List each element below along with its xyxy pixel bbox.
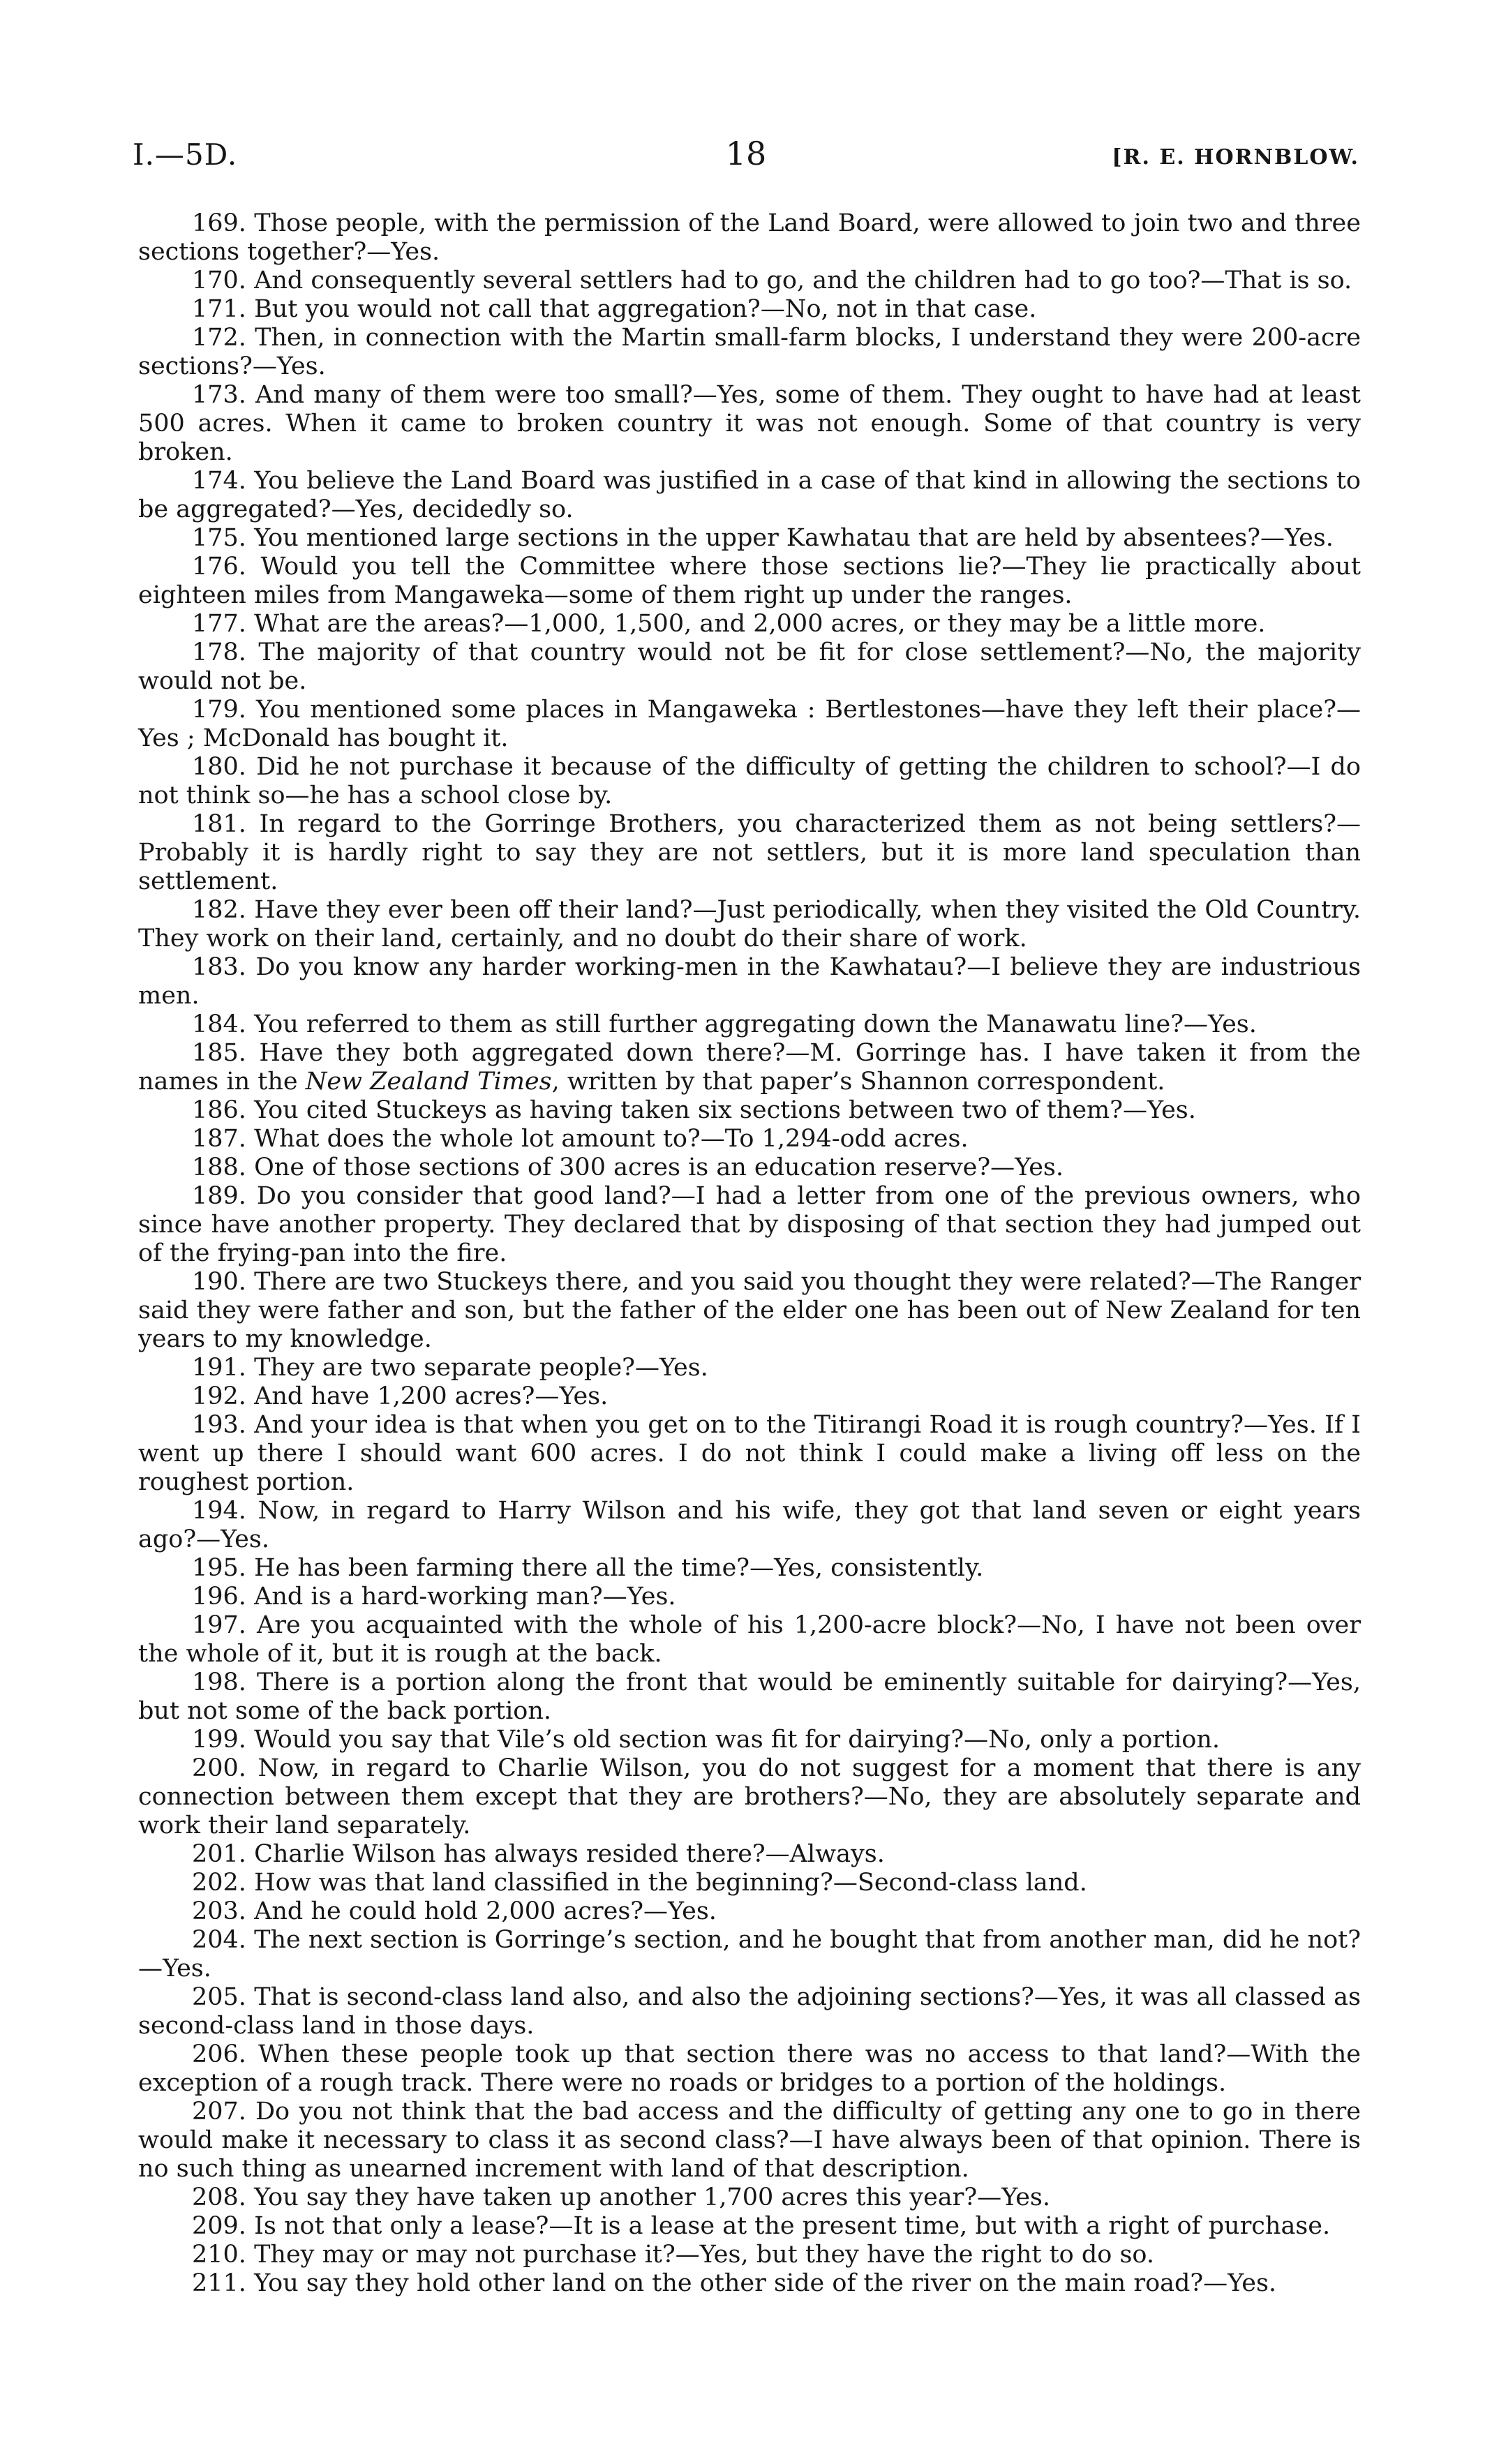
paragraph-number: 193. [192, 1411, 246, 1439]
paragraph-text: You mentioned large sections in the upper Kawhatau that are held by absentees?—Yes. [254, 524, 1334, 552]
paragraph-text: Did he not purchase it because of the difficulty of getting the children to school?—I do not think so—he has a school close by. [138, 753, 1361, 809]
paragraph-text: Do you consider that good land?—I had a letter from one of the previous owners, who since have another property. They declared that by disposing of that section they had jumped out of the frying-pan into the fire. [138, 1182, 1361, 1267]
paragraph-177 [138, 610, 1361, 639]
paragraph-text: What are the areas?—1,000, 1,500, and 2,000 acres, or they may be a little more. [254, 610, 1266, 638]
paragraph-text: The majority of that country would not be fit for close settlement?—No, the majority would not be. [138, 639, 1361, 695]
paragraph-text: Have they both aggregated down there?—M. Gorringe has. I have taken it from the names in the [138, 1039, 1361, 1096]
paragraph-number: 177. [192, 610, 246, 638]
paragraph-171 [138, 295, 1361, 324]
paragraph-175 [138, 524, 1361, 553]
paragraph-text: But you would not call that aggregation?—No, not in that case. [254, 295, 1037, 323]
paragraph-text: The next section is Gorringe’s section, and he bought that from another man, did he not?—Yes. [138, 1926, 1361, 1983]
paragraph-199 [138, 1726, 1361, 1754]
paragraph-text: There are two Stuckeys there, and you said you thought they were related?—The Ranger said they were father and son, but the father of the elder one has been out of New Zealand for ten years to my knowledge. [138, 1268, 1361, 1353]
paragraph-text: They may or may not purchase it?—Yes, but they have the right to do so. [254, 2241, 1155, 2269]
paragraph-number: 170. [192, 267, 246, 294]
paragraph-172 [138, 324, 1361, 381]
paragraph-text: And your idea is that when you get on to the Titirangi Road it is rough country?—Yes. If I went up there I should want 600 acres. I do not think I could make a living off less on the roughest portion. [138, 1411, 1361, 1496]
paragraph-number: 211. [192, 2269, 246, 2297]
paragraph-text: You referred to them as still further aggregating down the Manawatu line?—Yes. [254, 1010, 1257, 1038]
paragraph-number: 208. [192, 2183, 246, 2211]
paragraph-number: 207. [192, 2098, 246, 2126]
paragraph-number: 209. [192, 2212, 246, 2240]
paragraph-188 [138, 1153, 1361, 1182]
paragraph-178 [138, 639, 1361, 696]
paragraph-text: Then, in connection with the Martin small-farm blocks, I understand they were 200-acre sections?—Yes. [138, 324, 1361, 380]
paragraph-text: One of those sections of 300 acres is an education reserve?—Yes. [254, 1153, 1064, 1181]
paragraph-number: 172. [192, 324, 246, 352]
paragraph-text: And consequently several settlers had to go, and the children had to go too?—That is so. [254, 267, 1352, 294]
paragraph-text: How was that land classified in the beginning?—Second-class land. [254, 1869, 1087, 1897]
paragraph-number: 188. [192, 1153, 246, 1181]
paragraph-208 [138, 2183, 1361, 2212]
paragraph-number: 203. [192, 1897, 246, 1925]
paragraph-number: 196. [192, 1583, 246, 1611]
paragraph-text: Is not that only a lease?—It is a lease at the present time, but with a right of purchase. [254, 2212, 1331, 2240]
paragraph-number: 200. [192, 1754, 246, 1782]
paragraph-200 [138, 1754, 1361, 1840]
paragraph-number: 184. [192, 1010, 246, 1038]
paragraph-number: 192. [192, 1382, 246, 1410]
paragraph-text: He has been farming there all the time?—Yes, consistently. [254, 1554, 984, 1582]
paragraph-202 [138, 1869, 1361, 1897]
paragraph-number: 181. [192, 810, 246, 838]
paragraph-184 [138, 1010, 1361, 1039]
paragraph-number: 206. [192, 2040, 246, 2068]
paragraph-text: Are you acquainted with the whole of his 1,200-acre block?—No, I have not been over the whole of it, but it is rough at the back. [138, 1611, 1361, 1668]
paragraph-text: Do you know any harder working-men in the Kawhatau?—I believe they are industrious men. [138, 953, 1361, 1010]
paragraph-180 [138, 753, 1361, 810]
paragraph-number: 198. [192, 1668, 246, 1696]
paragraph-number: 185. [192, 1039, 246, 1067]
paragraph-183 [138, 953, 1361, 1010]
paragraph-number: 204. [192, 1926, 246, 1954]
paragraph-text: Now, in regard to Charlie Wilson, you do not suggest for a moment that there is any connection between them except that they are brothers?—No, they are absolutely separate and work their land separately. [138, 1754, 1361, 1839]
paragraph-text: Would you tell the Committee where those sections lie?—They lie practically about eighteen miles from Mangaweka—some of them right up under the ranges. [138, 553, 1361, 609]
paragraph-201 [138, 1840, 1361, 1869]
paragraph-206 [138, 2040, 1361, 2098]
paragraph-187 [138, 1125, 1361, 1153]
paragraph-number: 180. [192, 753, 246, 781]
paragraph-text: And many of them were too small?—Yes, some of them. They ought to have had at least 500 acres. When it came to broken country it was not enough. Some of that country is very broken. [138, 381, 1361, 466]
paragraph-text: Now, in regard to Harry Wilson and his wife, they got that land seven or eight years ago?—Yes. [138, 1497, 1361, 1553]
paragraph-194 [138, 1497, 1361, 1554]
paragraph-text: Charlie Wilson has always resided there?—Always. [254, 1840, 885, 1868]
paragraph-174 [138, 467, 1361, 524]
paragraph-179 [138, 696, 1361, 753]
paragraph-203 [138, 1897, 1361, 1926]
paragraph-number: 194. [192, 1497, 246, 1525]
paragraph-193 [138, 1411, 1361, 1497]
paragraph-text: Do you not think that the bad access and the difficulty of getting any one to go in there would make it necessary to class it as second class?—I have always been of that opinion. There is no such thing as unearned increment with land of that description. [138, 2098, 1361, 2183]
paragraph-text-continued: , written by that paper’s Shannon correspondent. [551, 1068, 1165, 1096]
paragraph-number: 197. [192, 1611, 246, 1639]
paragraph-176 [138, 553, 1361, 610]
paragraph-text: There is a portion along the front that would be eminently suitable for dairying?—Yes, but not some of the back portion. [138, 1668, 1361, 1725]
paragraph-197 [138, 1611, 1361, 1668]
paragraph-number: 169. [192, 209, 246, 237]
paragraph-text: You mentioned some places in Mangaweka : Bertlestones—have they left their place?—Yes ; McDonald has bought it. [138, 696, 1361, 752]
paragraph-198 [138, 1668, 1361, 1726]
paragraph-186 [138, 1096, 1361, 1125]
paragraph-number: 174. [192, 467, 246, 495]
paragraph-185 [138, 1039, 1361, 1096]
witness-name: [R. E. HORNBLOW. [1112, 145, 1359, 170]
paragraph-195 [138, 1554, 1361, 1583]
paragraph-number: 210. [192, 2241, 246, 2269]
paragraph-text: They are two separate people?—Yes. [254, 1354, 708, 1382]
paragraph-number: 205. [192, 1983, 246, 2011]
paragraph-192 [138, 1382, 1361, 1411]
paragraph-number: 182. [192, 896, 246, 924]
paragraph-number: 202. [192, 1869, 246, 1897]
paragraph-text: And have 1,200 acres?—Yes. [254, 1382, 609, 1410]
body-text [138, 209, 1361, 2298]
paragraph-number: 175. [192, 524, 246, 552]
paragraph-text: Have they ever been off their land?—Just periodically, when they visited the Old Country. They work on their land, certainly, and no doubt do their share of work. [138, 896, 1361, 953]
paragraph-text: And he could hold 2,000 acres?—Yes. [254, 1897, 717, 1925]
page-number: 18 [725, 135, 767, 172]
paragraph-210 [138, 2241, 1361, 2269]
paragraph-number: 199. [192, 1726, 246, 1754]
paragraph-text: That is second-class land also, and also the adjoining sections?—Yes, it was all classed as second-class land in those days. [138, 1983, 1361, 2040]
paragraph-text: Would you say that Vile’s old section was fit for dairying?—No, only a portion. [254, 1726, 1221, 1754]
paragraph-number: 186. [192, 1096, 246, 1124]
paragraph-number: 195. [192, 1554, 246, 1582]
paragraph-189 [138, 1182, 1361, 1268]
paragraph-209 [138, 2212, 1361, 2241]
paragraph-173 [138, 381, 1361, 467]
paragraph-169 [138, 209, 1361, 267]
paragraph-190 [138, 1268, 1361, 1354]
paragraph-text: You say they have taken up another 1,700 acres this year?—Yes. [254, 2183, 1051, 2211]
paragraph-number: 178. [192, 639, 246, 666]
paragraph-text: You cited Stuckeys as having taken six sections between two of them?—Yes. [254, 1096, 1196, 1124]
paragraph-number: 187. [192, 1125, 246, 1153]
paragraph-number: 179. [192, 696, 246, 724]
newspaper-title: New Zealand Times [305, 1068, 552, 1096]
paragraph-205 [138, 1983, 1361, 2040]
paragraph-text: You say they hold other land on the other side of the river on the main road?—Yes. [254, 2269, 1277, 2297]
paragraph-text: You believe the Land Board was justified in a case of that kind in allowing the sections to be aggregated?—Yes, decidedly so. [138, 467, 1361, 523]
paragraph-text: What does the whole lot amount to?—To 1,294-odd acres. [254, 1125, 969, 1153]
paragraph-number: 201. [192, 1840, 246, 1868]
paragraph-170 [138, 267, 1361, 295]
paragraph-number: 189. [192, 1182, 246, 1210]
paragraph-182 [138, 896, 1361, 953]
paragraph-191 [138, 1354, 1361, 1382]
paragraph-207 [138, 2098, 1361, 2183]
paragraph-text: In regard to the Gorringe Brothers, you characterized them as not being settlers?—Probably it is hardly right to say they are not settlers, but it is more land speculation than settlement. [138, 810, 1361, 895]
paragraph-number: 183. [192, 953, 246, 981]
paragraph-text: And is a hard-working man?—Yes. [254, 1583, 676, 1611]
paragraph-196 [138, 1583, 1361, 1611]
paragraph-number: 173. [192, 381, 246, 409]
paragraph-211 [138, 2269, 1361, 2298]
paragraph-181 [138, 810, 1361, 896]
document-reference: I.—5D. [133, 137, 238, 172]
paragraph-number: 190. [192, 1268, 246, 1296]
paragraph-text: When these people took up that section there was no access to that land?—With the exception of a rough track. There were no roads or bridges to a portion of the holdings. [138, 2040, 1361, 2097]
paragraph-number: 191. [192, 1354, 246, 1382]
paragraph-number: 171. [192, 295, 246, 323]
paragraph-204 [138, 1926, 1361, 1983]
paragraph-text: Those people, with the permission of the Land Board, were allowed to join two and three sections together?—Yes. [138, 209, 1361, 266]
paragraph-number: 176. [192, 553, 246, 581]
